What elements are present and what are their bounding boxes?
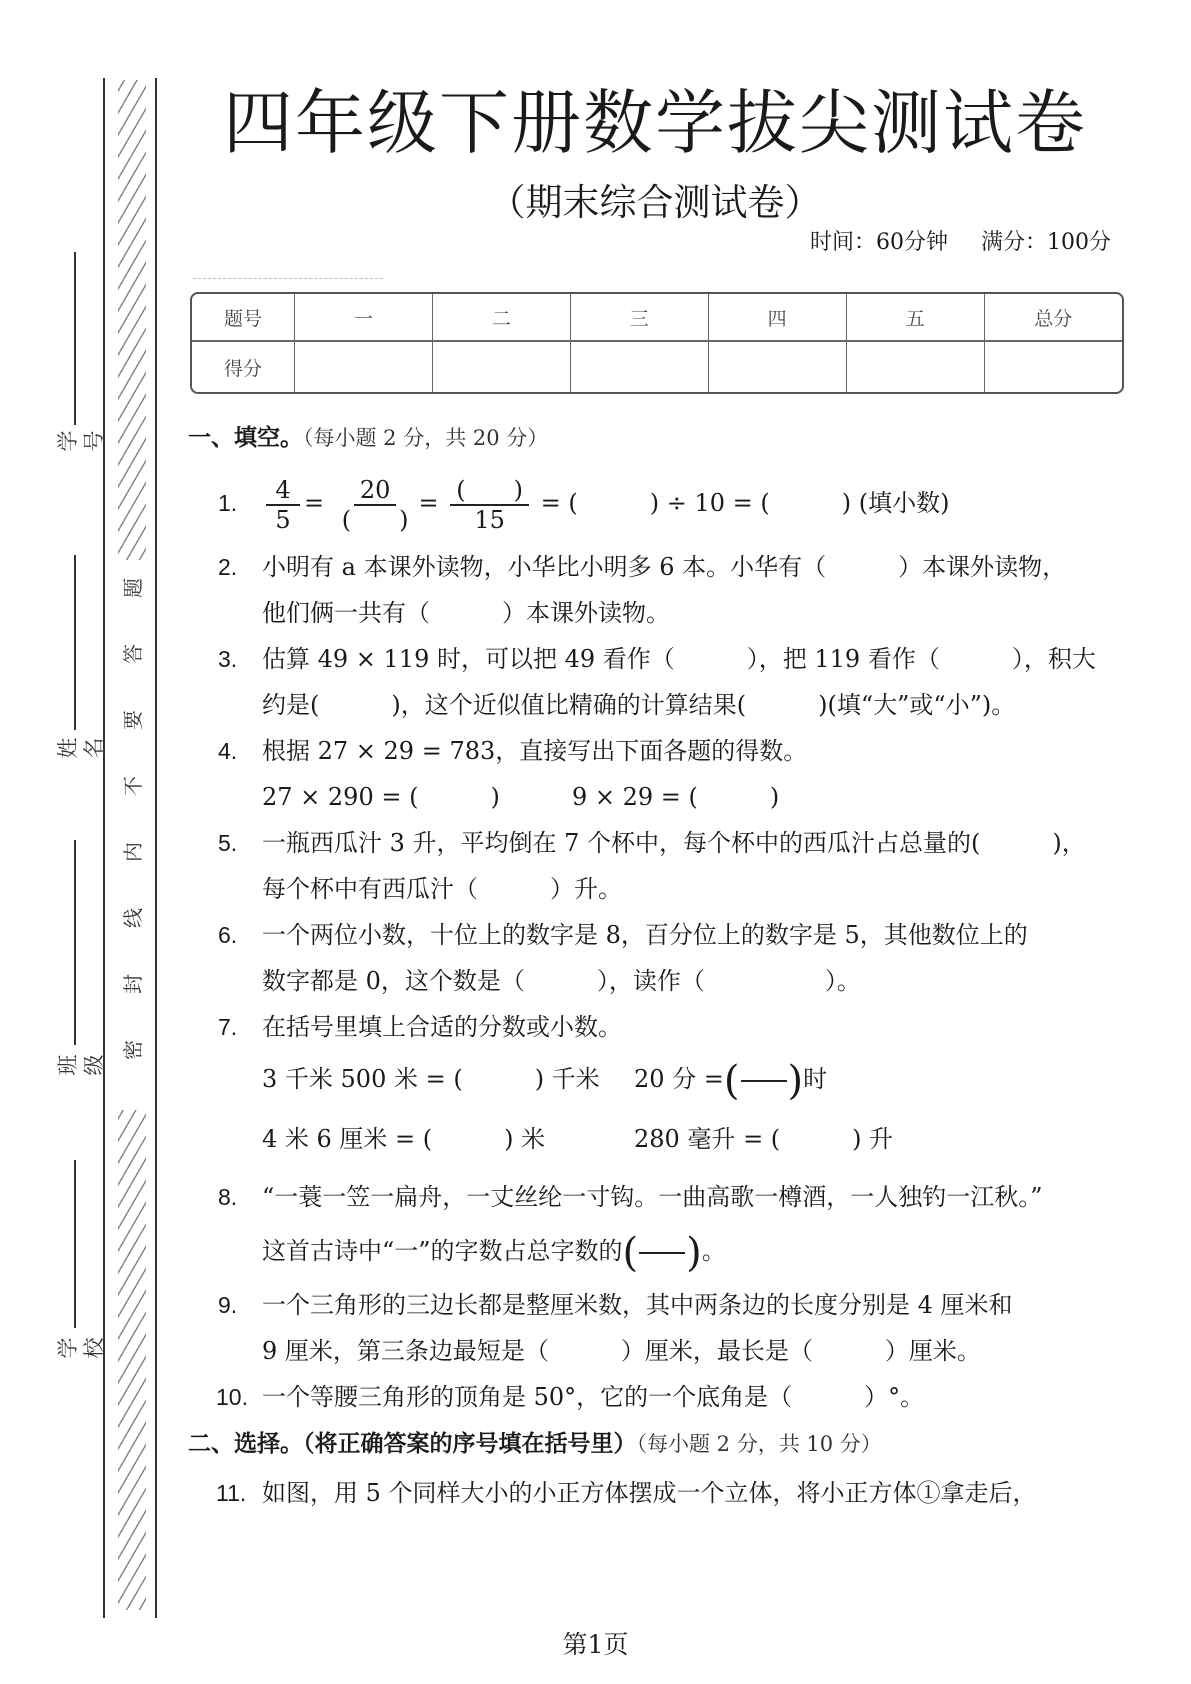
school-label: 学校 [56, 1337, 106, 1359]
exam-full-score: 满分：100分 [981, 230, 1111, 255]
question-8: 8. “一蓑一笠一扁舟，一丈丝纶一寸钩。一曲高歌一樽酒，一人独钓一江秋。” 这首古诗中“一”的字数占总字数的( )。 [188, 1170, 1138, 1278]
question-text[interactable]: 数字都是 0，这个数是（ ），读作（ ）。 [262, 967, 861, 995]
exam-content [188, 418, 1138, 1516]
sub-question-d[interactable]: 280 毫升 = ( ) 升 [634, 1125, 894, 1153]
score-header-cell: 二 [432, 294, 570, 341]
question-9 [188, 1282, 1138, 1374]
section-heading-fill-in: 一、填空。（每小题 2 分，共 20 分） [188, 425, 549, 451]
fraction-blank-15: $\frac{( )}{15}$ [450, 476, 529, 534]
question-number: 11. [216, 1480, 247, 1506]
question-10 [188, 1374, 1138, 1420]
sub-question-c[interactable]: 4 米 6 厘米 = ( ) 米 [262, 1125, 546, 1153]
page-number: 第1页 [562, 1630, 629, 1659]
sub-question-b[interactable]: 20 分 =( )时 [634, 1057, 828, 1104]
question-text[interactable]: 9 厘米，第三条边最短是（ ）厘米，最长是（ ）厘米。 [262, 1337, 981, 1365]
class-line[interactable] [74, 840, 76, 1045]
seal-char: 答 [121, 644, 145, 664]
score-row-label: 得分 [192, 341, 295, 392]
score-header-cell: 题号 [192, 294, 295, 341]
question-6 [188, 912, 1138, 1004]
seal-char: 密 [121, 1040, 145, 1060]
exam-time: 时间：60分钟 [810, 230, 948, 255]
student-id-line[interactable] [74, 252, 76, 425]
question-number: 3. [218, 646, 238, 672]
page-subtitle: （期末综合测试卷） [488, 181, 822, 224]
hatch-strip-top [118, 80, 146, 560]
question-number: 4. [218, 738, 238, 764]
score-header-cell: 五 [846, 294, 984, 341]
question-text[interactable]: 约是( )，这个近似值比精确的计算结果( )(填“大”或“小”)。 [262, 691, 1016, 719]
name-line[interactable] [74, 555, 76, 730]
question-3 [188, 636, 1138, 728]
question-5 [188, 820, 1138, 912]
question-text[interactable]: 一瓶西瓜汁 3 升，平均倒在 7 个杯中，每个杯中的西瓜汁占总量的( )， [262, 829, 1086, 857]
fraction-blank[interactable]: ( ) [622, 1229, 702, 1276]
score-cell[interactable] [432, 341, 570, 392]
sub-question-b[interactable]: 9 × 29 = ( ) [572, 783, 780, 811]
question-number: 1. [218, 490, 238, 516]
question-text[interactable]: 一个等腰三角形的顶角是 50°，它的一个底角是（ ）°。 [262, 1383, 925, 1411]
page-title: 四年级下册数学拔尖测试卷 [223, 82, 1087, 164]
score-cell[interactable] [846, 341, 984, 392]
seal-char: 题 [121, 578, 145, 598]
seal-char: 线 [121, 908, 145, 928]
question-text: 在括号里填上合适的分数或小数。 [262, 1013, 622, 1041]
score-header-cell: 一 [295, 294, 433, 341]
question-text[interactable]: 估算 49 × 119 时，可以把 49 看作（ ），把 119 看作（ ），积大 [262, 645, 1096, 673]
section-heading-choice: 二、选择。（将正确答案的序号填在括号里）（每小题 2 分，共 10 分） [188, 1431, 882, 1457]
student-id-label: 学号 [56, 430, 106, 452]
score-table-header-row [192, 294, 1122, 341]
section-note: （每小题 2 分，共 20 分） [303, 426, 549, 450]
fraction-4-5: $\frac{4}{5}$ [266, 476, 300, 534]
class-label: 班级 [56, 1054, 106, 1076]
score-cell[interactable] [708, 341, 846, 392]
question-text: 根据 27 × 29 = 783，直接写出下面各题的得数。 [262, 737, 808, 765]
seal-notice [118, 555, 148, 1083]
question-number: 10. [216, 1384, 248, 1410]
question-text: 一个三角形的三边长都是整厘米数，其中两条边的长度分别是 4 厘米和 [262, 1291, 1013, 1319]
question-text: “一蓑一笠一扁舟，一丈丝纶一寸钩。一曲高歌一樽酒，一人独钓一江秋。” [262, 1183, 1043, 1211]
question-number: 6. [218, 922, 238, 948]
score-cell[interactable] [984, 341, 1122, 392]
answer-blank[interactable]: ( ) [341, 505, 409, 534]
question-4 [188, 728, 1138, 820]
question-1: 1. $\frac{4}{5}$ = $\frac{20}{( )}$ = $\frac{( )}{15}$ = ( ) ÷ 10 = ( ) (填小数) [188, 472, 1138, 534]
exam-meta [784, 226, 1111, 260]
question-11 [188, 1470, 1138, 1516]
question-number: 7. [218, 1014, 238, 1040]
dashed-divider [193, 278, 383, 279]
question-text: 一个两位小数，十位上的数字是 8，百分位上的数字是 5，其他数位上的 [262, 921, 1028, 949]
sub-question-a[interactable]: 3 千米 500 米 = ( ) 千米 [262, 1065, 600, 1093]
question-text: 如图，用 5 个同样大小的小正方体摆成一个立体，将小正方体①拿走后， [262, 1479, 1037, 1507]
fraction-blank[interactable]: ( ) [723, 1057, 804, 1104]
question-number: 9. [218, 1292, 238, 1318]
school-line[interactable] [74, 1160, 76, 1328]
score-cell[interactable] [295, 341, 433, 392]
score-table-score-row [192, 341, 1122, 392]
score-header-cell: 总分 [984, 294, 1122, 341]
seal-char: 内 [121, 842, 145, 862]
seal-char: 不 [121, 776, 145, 796]
name-label: 姓名 [56, 737, 106, 759]
section-note: （每小题 2 分，共 10 分） [636, 1432, 882, 1456]
seal-char: 要 [121, 710, 145, 730]
question-2 [188, 544, 1138, 636]
question-text[interactable]: 小明有 a 本课外读物，小华比小明多 6 本。小华有（ ）本课外读物， [262, 553, 1067, 581]
question-number: 5. [218, 830, 238, 856]
question-text: 这首古诗中“一”的字数占总字数的 [262, 1237, 623, 1265]
question-7 [188, 1004, 1138, 1170]
score-header-cell: 四 [708, 294, 846, 341]
question-number: 2. [218, 554, 238, 580]
hatch-strip-bottom [118, 1110, 146, 1610]
question-text[interactable]: = ( ) ÷ 10 = ( ) (填小数) [540, 489, 950, 517]
score-table [190, 292, 1124, 394]
sub-question-a[interactable]: 27 × 290 = ( ) [262, 783, 500, 811]
binding-margin [0, 0, 170, 1684]
score-header-cell: 三 [570, 294, 708, 341]
question-text[interactable]: 每个杯中有西瓜汁（ ）升。 [262, 875, 622, 903]
question-text[interactable]: 他们俩一共有（ ）本课外读物。 [262, 599, 670, 627]
question-number: 8. [218, 1184, 238, 1210]
seal-char: 封 [121, 974, 145, 994]
score-cell[interactable] [570, 341, 708, 392]
fraction-20-blank: $\frac{20}{( )}$ [336, 476, 415, 534]
answer-blank[interactable]: ( ) [450, 476, 529, 506]
